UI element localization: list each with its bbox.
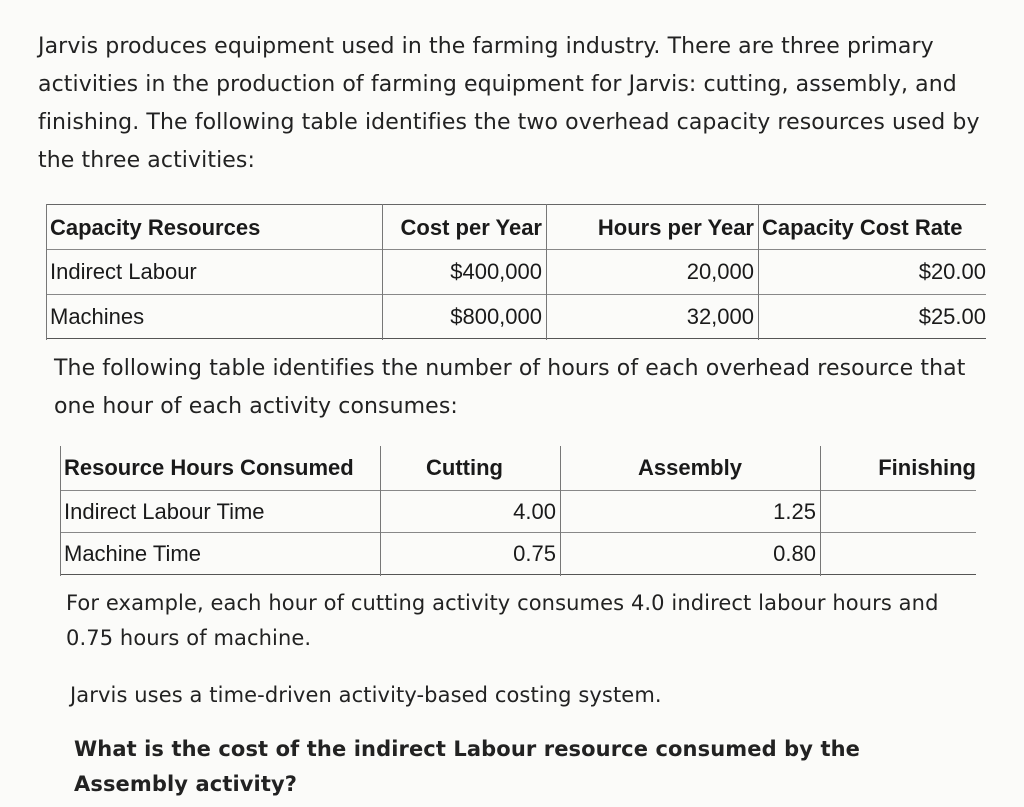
example-paragraph: For example, each hour of cutting activity consumes 4.0 indirect labour hours and 0.75 hours of machine.: [66, 591, 939, 650]
cutting-cell: 4.00: [513, 499, 556, 524]
table-header-row: [60, 446, 976, 490]
assembly-cell: 1.25: [773, 499, 816, 524]
header-cutting: Cutting: [426, 455, 503, 480]
capacity-cost-rate-cell: $20.00: [918, 259, 986, 284]
row-label: Indirect Labour Time: [64, 499, 265, 524]
intro-paragraph: Jarvis produces equipment used in the farming industry. There are three primary activities in the production of farming equipment for Jarvis: cutting, assembly, and finishing. The following table identifies the two overhead capacity resources used by the three activities:: [38, 34, 980, 173]
resource-hours-table: [60, 446, 976, 576]
row-label: Machines: [50, 304, 145, 329]
cost-per-year-cell: $800,000: [450, 304, 542, 329]
table-header-row: [46, 206, 986, 250]
hours-per-year-cell: 20,000: [686, 259, 754, 284]
header-resource-hours-consumed: Resource Hours Consumed: [64, 455, 354, 480]
table-row: [46, 295, 986, 339]
capacity-cost-rate-cell: $25.00: [918, 304, 986, 329]
finishing-cell: [820, 533, 976, 575]
question-paragraph: What is the cost of the indirect Labour resource consumed by the Assembly activity?: [74, 737, 860, 796]
table-row: [60, 491, 976, 533]
table-row: [46, 250, 986, 294]
cost-per-year-cell: $400,000: [450, 259, 542, 284]
hours-per-year-cell: 32,000: [686, 304, 754, 329]
header-capacity-resources: Capacity Resources: [50, 215, 261, 240]
header-cost-per-year: Cost per Year: [400, 215, 542, 240]
header-capacity-cost-rate: Capacity Cost Rate: [762, 215, 963, 240]
cutting-cell: 0.75: [513, 541, 556, 566]
system-paragraph: Jarvis uses a time-driven activity-based costing system.: [70, 683, 662, 707]
capacity-resources-table: [46, 200, 986, 340]
table-row: [60, 533, 976, 575]
header-assembly: Assembly: [638, 455, 742, 480]
assembly-cell: 0.80: [773, 541, 816, 566]
finishing-cell: [820, 491, 976, 533]
row-label: Machine Time: [64, 541, 201, 566]
header-finishing: Finishing: [878, 455, 976, 480]
header-hours-per-year: Hours per Year: [597, 215, 754, 240]
row-label: Indirect Labour: [50, 259, 197, 284]
hours-consumed-intro: The following table identifies the number of hours of each overhead resource that one hour of each activity consumes:: [54, 356, 966, 419]
